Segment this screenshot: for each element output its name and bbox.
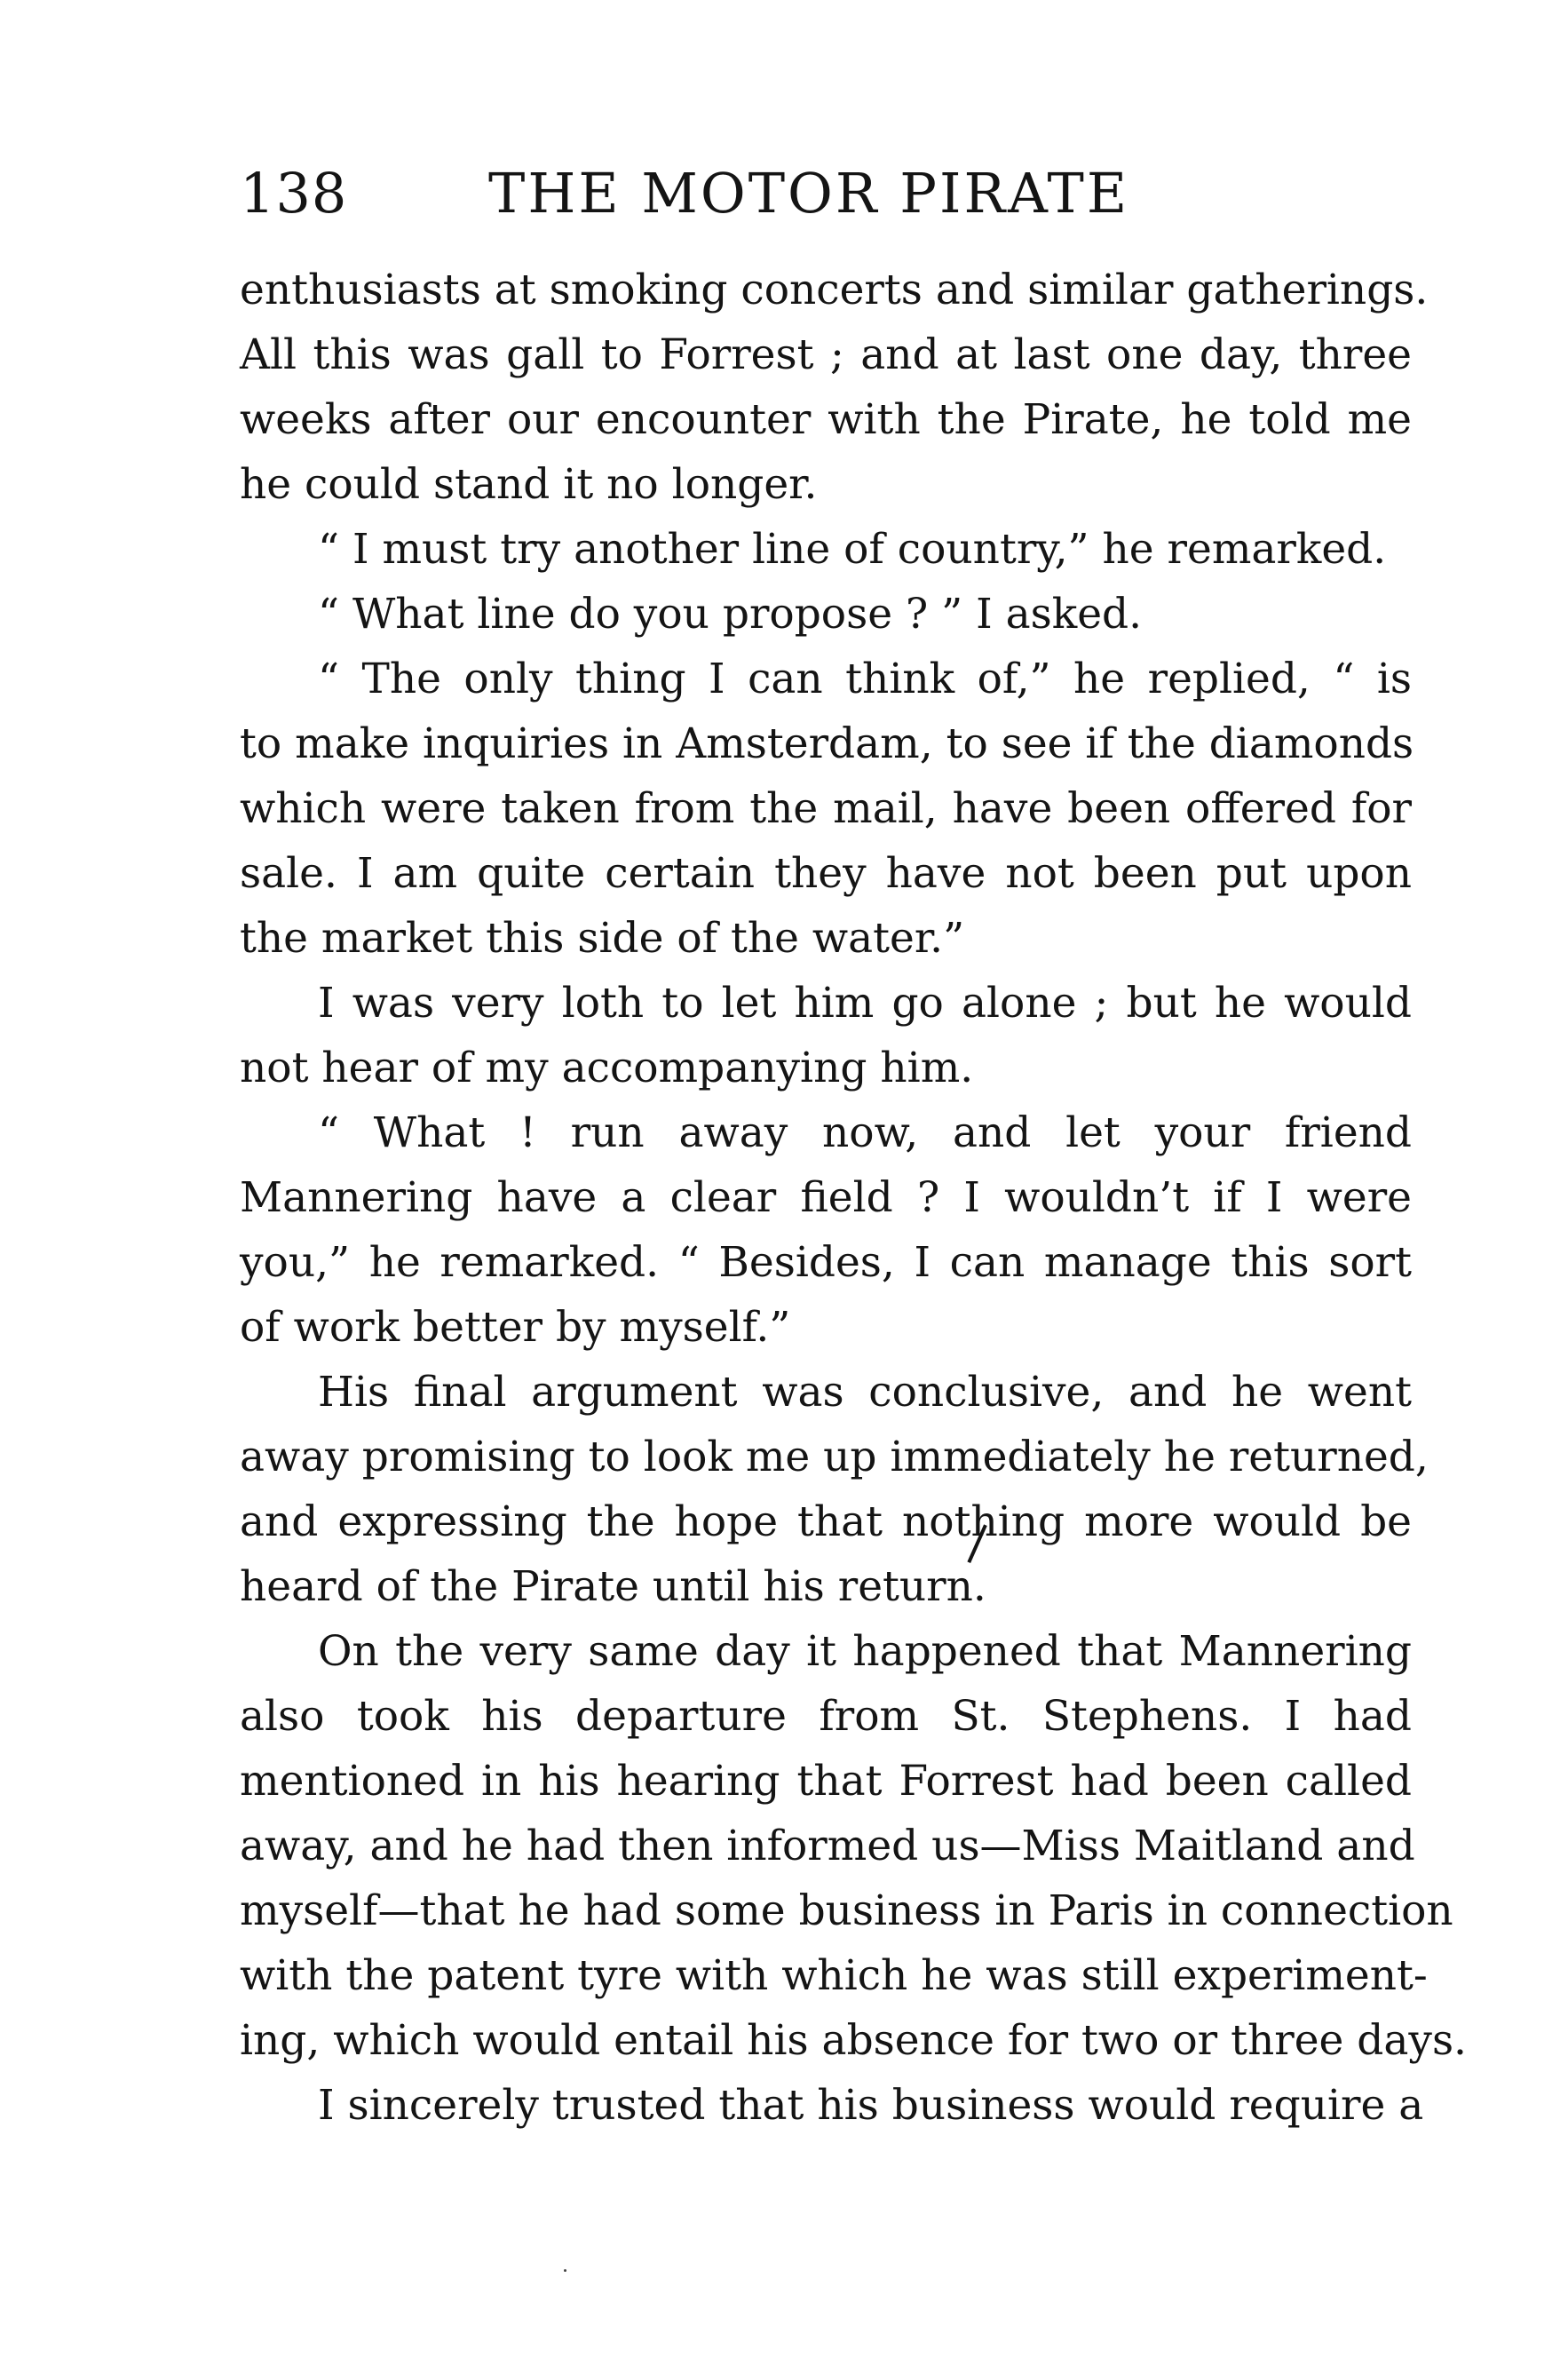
text-line: “ I must try another line of country,” he remarked.	[318, 525, 1387, 574]
text-line: myself—that he had some business in Paris in connection	[240, 1886, 1453, 1935]
text-line: away, and he had then informed us—Miss Maitland and	[240, 1822, 1415, 1870]
text-line: which were taken from the mail, have been offered for	[240, 784, 1412, 833]
paper-speck	[564, 2269, 566, 2272]
text-line: he could stand it no longer.	[240, 460, 818, 509]
text-line: All this was gall to Forrest ; and at last one day, three	[240, 330, 1412, 379]
text-line: ing, which would entail his absence for two or three days.	[240, 2016, 1468, 2065]
text-line: enthusiasts at smoking concerts and similar gatherings.	[240, 266, 1429, 314]
page-number: 138	[240, 161, 348, 226]
text-line: I was very loth to let him go alone ; but he would	[318, 979, 1412, 1028]
text-line: the market this side of the water.”	[240, 914, 965, 963]
text-line: heard of the Pirate until his return.	[240, 1562, 986, 1611]
body-text	[240, 258, 1468, 2138]
text-line: also took his departure from St. Stephens. I had	[240, 1692, 1412, 1741]
text-line: away promising to look me up immediately he returned,	[240, 1433, 1429, 1481]
text-line: mentioned in his hearing that Forrest had been called	[240, 1757, 1412, 1806]
text-line: On the very same day it happened that Mannering	[318, 1627, 1412, 1676]
text-line: to make inquiries in Amsterdam, to see if the diamonds	[240, 719, 1414, 768]
text-line: His final argument was conclusive, and he went	[318, 1368, 1412, 1417]
text-line: “ What ! run away now, and let your friend	[318, 1108, 1412, 1157]
text-line: Mannering have a clear field ? I wouldn’t if I were	[240, 1173, 1412, 1222]
text-line: I sincerely trusted that his business would require a	[318, 2081, 1424, 2130]
text-line: not hear of my accompanying him.	[240, 1044, 974, 1092]
running-title: THE MOTOR PIRATE	[488, 161, 1130, 226]
text-line: and expressing the hope that nothing more would be	[240, 1497, 1412, 1546]
text-line: of work better by myself.”	[240, 1303, 791, 1352]
text-line: weeks after our encounter with the Pirate, he told me	[240, 395, 1412, 444]
text-line: with the patent tyre with which he was still experiment-	[240, 1951, 1428, 2000]
text-line: “ What line do you propose ? ” I asked.	[318, 590, 1143, 639]
text-line: sale. I am quite certain they have not been put upon	[240, 849, 1412, 898]
page-header	[240, 158, 1412, 229]
text-line: “ The only thing I can think of,” he replied, “ is	[318, 655, 1412, 703]
text-line: you,” he remarked. “ Besides, I can manage this sort	[240, 1238, 1412, 1287]
